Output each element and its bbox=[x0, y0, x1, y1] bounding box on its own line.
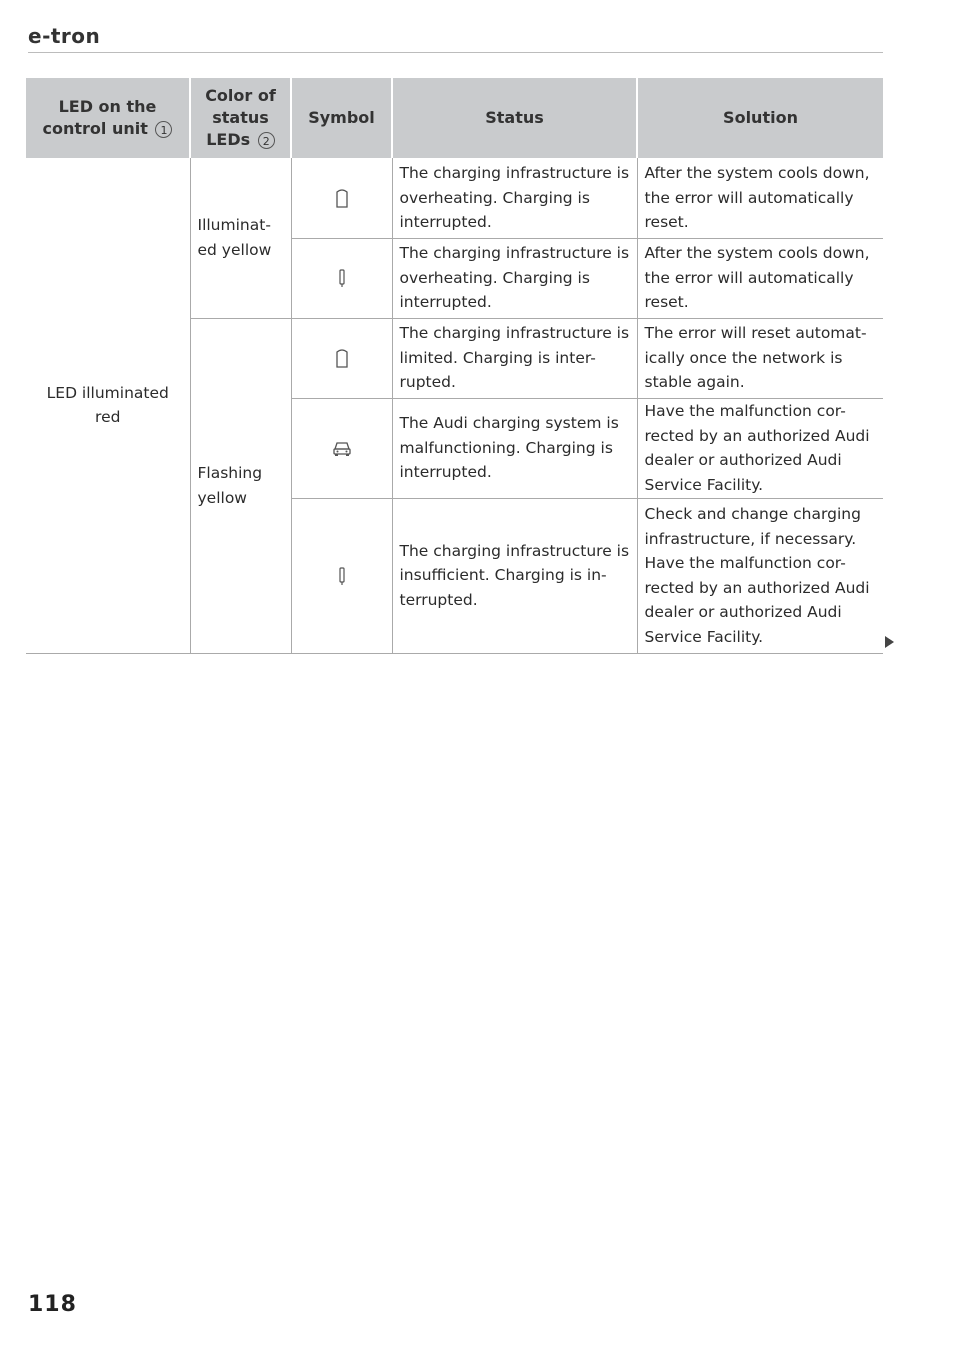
status-text: The charging infrastructure is limited. Charging is inter-rupted. bbox=[392, 318, 637, 398]
solution-text: The error will reset automat-ically once the network is stable again. bbox=[637, 318, 883, 398]
outlet-outline-icon bbox=[334, 187, 350, 209]
col-header-status: Status bbox=[392, 78, 637, 158]
symbol-cell bbox=[291, 398, 392, 498]
color-group-flashing-yellow: Flashing yellow bbox=[190, 318, 291, 653]
callout-marker: 1 bbox=[155, 121, 172, 138]
status-text: The Audi charging system is malfunctioning. Charging is interrupted. bbox=[392, 398, 637, 498]
table-row bbox=[26, 158, 883, 238]
table-header-row bbox=[26, 78, 883, 158]
led-group-cell: LED illuminated red bbox=[26, 158, 190, 653]
solution-text: After the system cools down, the error will automatically reset. bbox=[637, 158, 883, 238]
page-number: 118 bbox=[28, 1292, 77, 1317]
car-icon bbox=[331, 437, 353, 459]
outlet-outline-icon bbox=[334, 347, 350, 369]
symbol-cell bbox=[291, 158, 392, 238]
solution-text: Have the malfunction cor-rected by an authorized Audi dealer or authorized Audi Service Facility. bbox=[637, 398, 883, 498]
solution-text: Check and change charging infrastructure, if necessary. Have the malfunction cor-rected by an authorized Audi dealer or authorized Audi Service Facility. bbox=[637, 498, 883, 653]
col-header-led-on-control-unit: LED on the control unit 1 bbox=[26, 78, 190, 158]
col-header-color-of-status-leds: Color of status LEDs 2 bbox=[190, 78, 291, 158]
led-status-table bbox=[26, 78, 883, 654]
status-text: The charging infrastructure is overheating. Charging is interrupted. bbox=[392, 238, 637, 318]
status-text: The charging infrastructure is overheating. Charging is interrupted. bbox=[392, 158, 637, 238]
col-header-symbol: Symbol bbox=[291, 78, 392, 158]
continue-arrow-icon bbox=[885, 636, 894, 648]
solution-text: After the system cools down, the error will automatically reset. bbox=[637, 238, 883, 318]
col-header-solution: Solution bbox=[637, 78, 883, 158]
header-divider bbox=[28, 52, 883, 53]
color-group-illuminated-yellow: Illuminat-ed yellow bbox=[190, 158, 291, 318]
plug-icon bbox=[337, 267, 347, 289]
page-header-title: e-tron bbox=[28, 24, 101, 48]
symbol-cell bbox=[291, 238, 392, 318]
callout-marker: 2 bbox=[258, 132, 275, 149]
symbol-cell bbox=[291, 498, 392, 653]
plug-icon bbox=[337, 565, 347, 587]
symbol-cell bbox=[291, 318, 392, 398]
status-text: The charging infrastructure is insufficient. Charging is in-terrupted. bbox=[392, 498, 637, 653]
